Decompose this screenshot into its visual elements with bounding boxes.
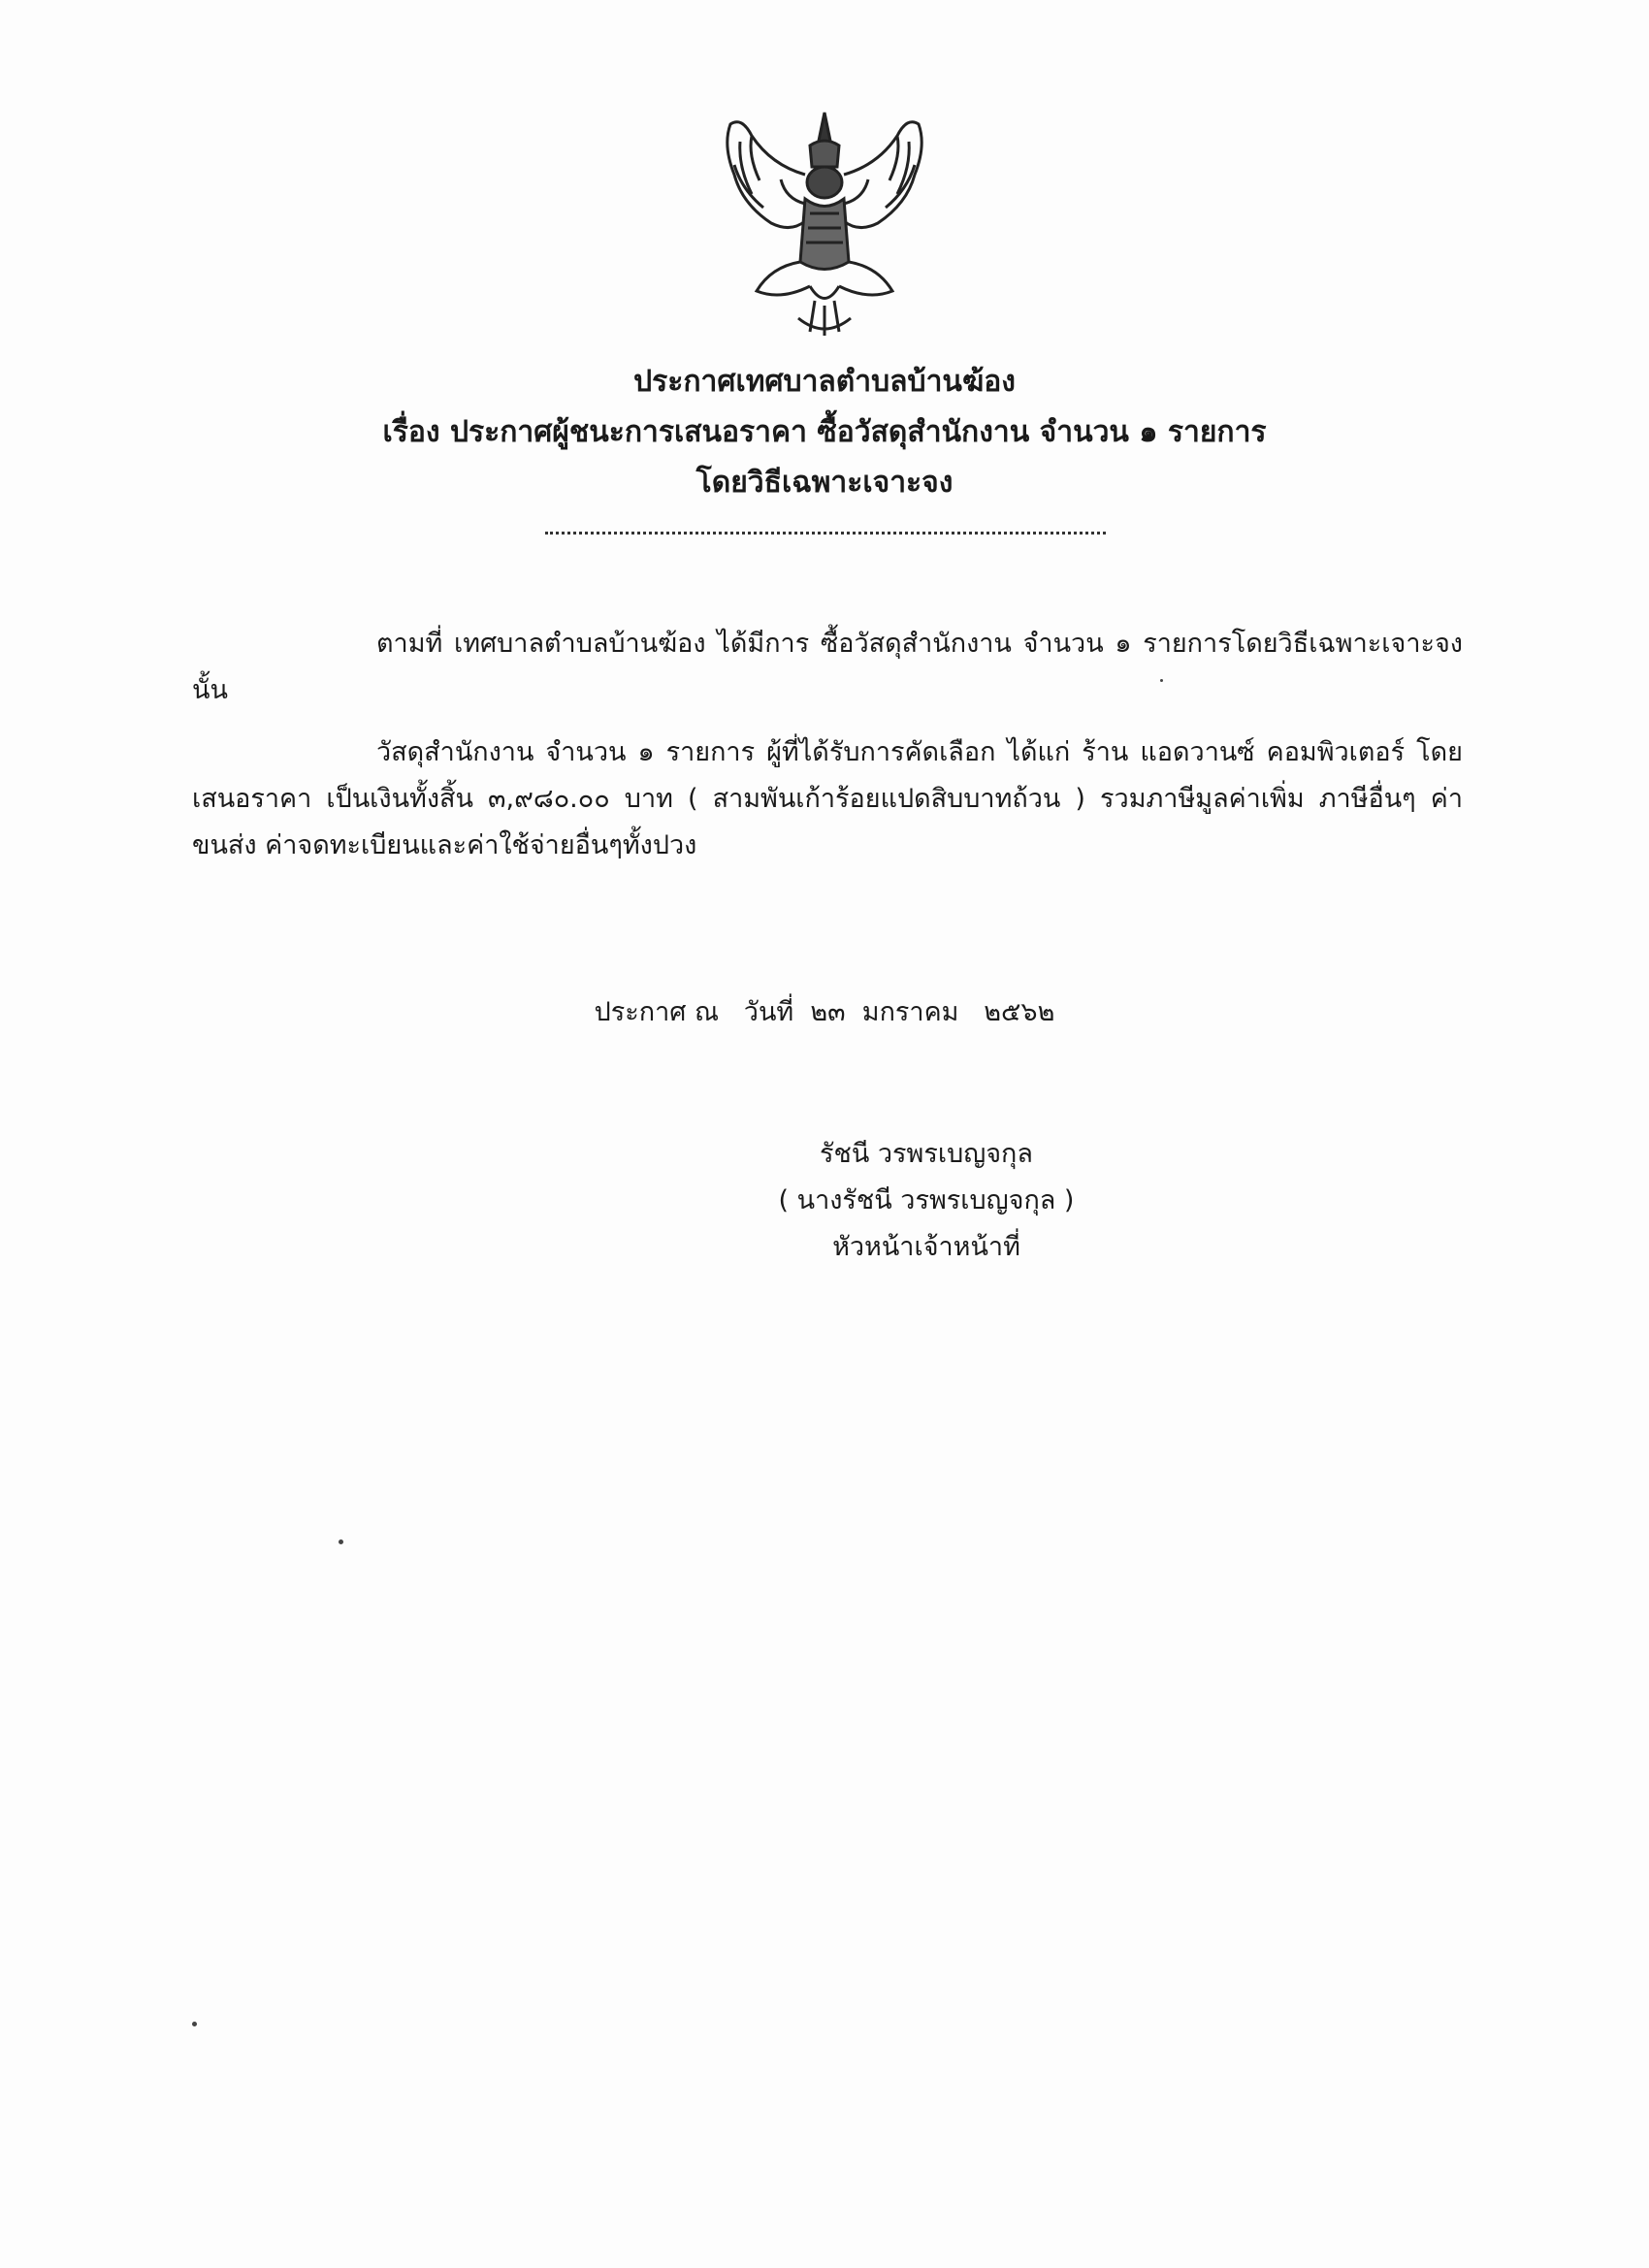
notice-title: ประกาศเทศบาลตำบลบ้านฆ้อง [633, 365, 1016, 399]
signer-position: หัวหน้าเจ้าหน้าที่ [832, 1232, 1020, 1262]
signed-name: รัชนี วรพรเบญจกุล [820, 1139, 1033, 1169]
garuda-emblem-icon [713, 107, 936, 340]
scan-speck [192, 2022, 197, 2026]
announcement-date: ประกาศ ณ วันที่ ๒๓ มกราคม ๒๕๖๒ [594, 997, 1055, 1027]
scan-speck [339, 1539, 343, 1544]
signature-block [723, 1131, 1130, 1271]
notice-subject: เรื่อง ประกาศผู้ชนะการเสนอราคา ซื้อวัสดุสำนักงาน จำนวน ๑ รายการ [382, 415, 1267, 449]
signer-full-name: ( นางรัชนี วรพรเบญจกุล ) [778, 1185, 1075, 1215]
body-paragraph-1: ตามที่ เทศบาลตำบลบ้านฆ้อง ได้มีการ ซื้อวัสดุสำนักงาน จำนวน ๑ รายการโดยวิธีเฉพาะเจาะจง นั้น [192, 629, 1463, 705]
body-paragraph-2: วัสดุสำนักงาน จำนวน ๑ รายการ ผู้ที่ได้รับการคัดเลือก ได้แก่ ร้าน แอดวานซ์ คอมพิวเตอร์ โดยเสนอราคา เป็นเงินทั้งสิ้น ๓,๙๘๐.๐๐ บาท ( สามพันเก้าร้อยแปดสิบบาทถ้วน ) รวมภาษีมูลค่าเพิ่ม ภาษีอื่นๆ ค่าขนส่ง ค่าจดทะเบียนและค่าใช้จ่ายอื่นๆทั้งปวง [192, 737, 1464, 860]
dotted-divider [545, 532, 1106, 535]
scan-speck [1160, 679, 1163, 682]
notice-method: โดยวิธีเฉพาะเจาะจง [695, 466, 954, 500]
notice-heading [0, 357, 1649, 508]
